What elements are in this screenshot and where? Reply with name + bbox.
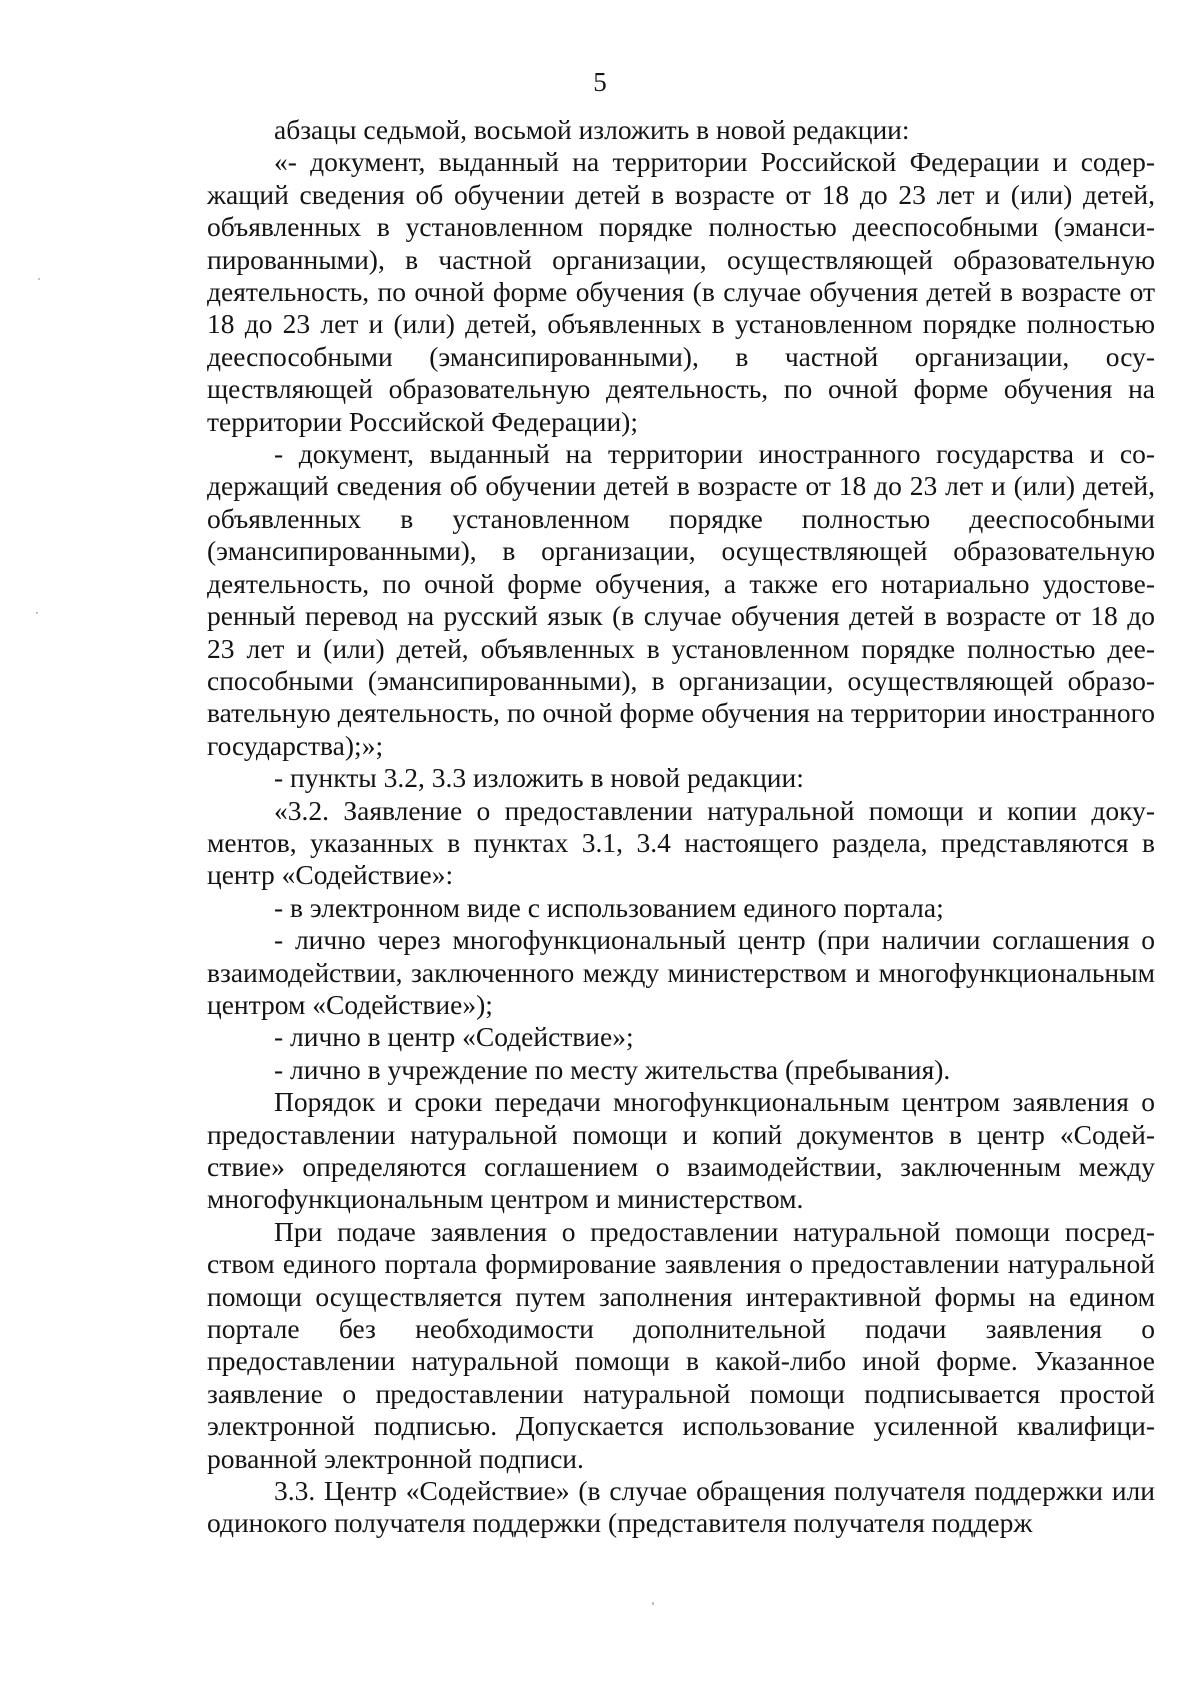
paragraph: «- документ, выданный на территории Российской Федерации и содержащий сведения об обучении детей в возрасте от 18 до 23 лет и (или) детей, объявленных в установленном порядке полностью дееспособными (эмансипированными), в частной организации, осуществляющей образовательную деятельность, по очной форме обучения (в случае обучения детей в возрасте от 18 до 23 лет и (или) детей, объявленных в установленном порядке полностью дееспособными (эмансипированными), в частной организации, осуществляющей образовательную деятельность, по очной форме обучения на территории Российской Федерации); (207, 146, 1155, 437)
document-body (207, 114, 1155, 1540)
paragraph: - лично через многофункциональный центр (при наличии соглашения о взаимодействии, заключенного между министерством и многофункциональным центром «Содействие»); (207, 924, 1155, 1020)
paragraph: - документ, выданный на территории иностранного государства и содержащий сведения об обучении детей в возрасте от 18 до 23 лет и (или) детей, объявленных в установленном порядке полностью дееспособными (эмансипированными), в организации, осуществляющей образовательную деятельность, по очной форме обучения, а также его нотариально удостоверенный перевод на русский язык (в случае обучения детей в возрасте от 18 до 23 лет и (или) детей, объявленных в установленном порядке полностью дееспособными (эмансипированными), в организации, осуществляющей образовательную деятельность, по очной форме обучения на территории иностранного государства);»; (207, 438, 1155, 761)
paragraph: При подаче заявления о предоставлении натуральной помощи посредством единого портала формирование заявления о предоставлении натуральной помощи осуществляется путем заполнения интерактивной формы на едином портале без необходимости дополнительной подачи заявления о предоставлении натуральной помощи в какой-либо иной форме. Указанное заявление о предоставлении натуральной помощи подписывается простой электронной подписью. Допускается использование усиленной квалифицированной электронной подписи. (207, 1215, 1155, 1474)
paragraph: - пункты 3.2, 3.3 изложить в новой редакции: (274, 762, 804, 794)
paragraph: Порядок и сроки передачи многофункциональным центром заявления о предоставлении натуральной помощи и копий документов в центр «Содействие» определяются соглашением о взаимодействии, заключенным между многофункциональным центром и министерством. (207, 1086, 1155, 1215)
scan-speck (38, 278, 40, 280)
paragraph: - в электронном виде с использованием единого портала; (274, 891, 944, 923)
paragraph: - лично в центр «Содействие»; (274, 1021, 634, 1053)
scan-speck (36, 612, 38, 614)
paragraph: «3.2. Заявление о предоставлении натуральной помощи и копии документов, указанных в пунктах 3.1, 3.4 настоящего раздела, представляются в центр «Содействие»: (207, 794, 1155, 891)
scan-speck (652, 1602, 654, 1605)
paragraph: 3.3. Центр «Содействие» (в случае обращения получателя поддержки или одинокого получателя поддержки (представителя получателя поддерж (207, 1475, 1155, 1539)
paragraph: - лично в учреждение по месту жительства (пребывания). (274, 1053, 951, 1085)
page-number: 5 (593, 67, 607, 97)
paragraph: абзацы седьмой, восьмой изложить в новой редакции: (274, 114, 910, 145)
